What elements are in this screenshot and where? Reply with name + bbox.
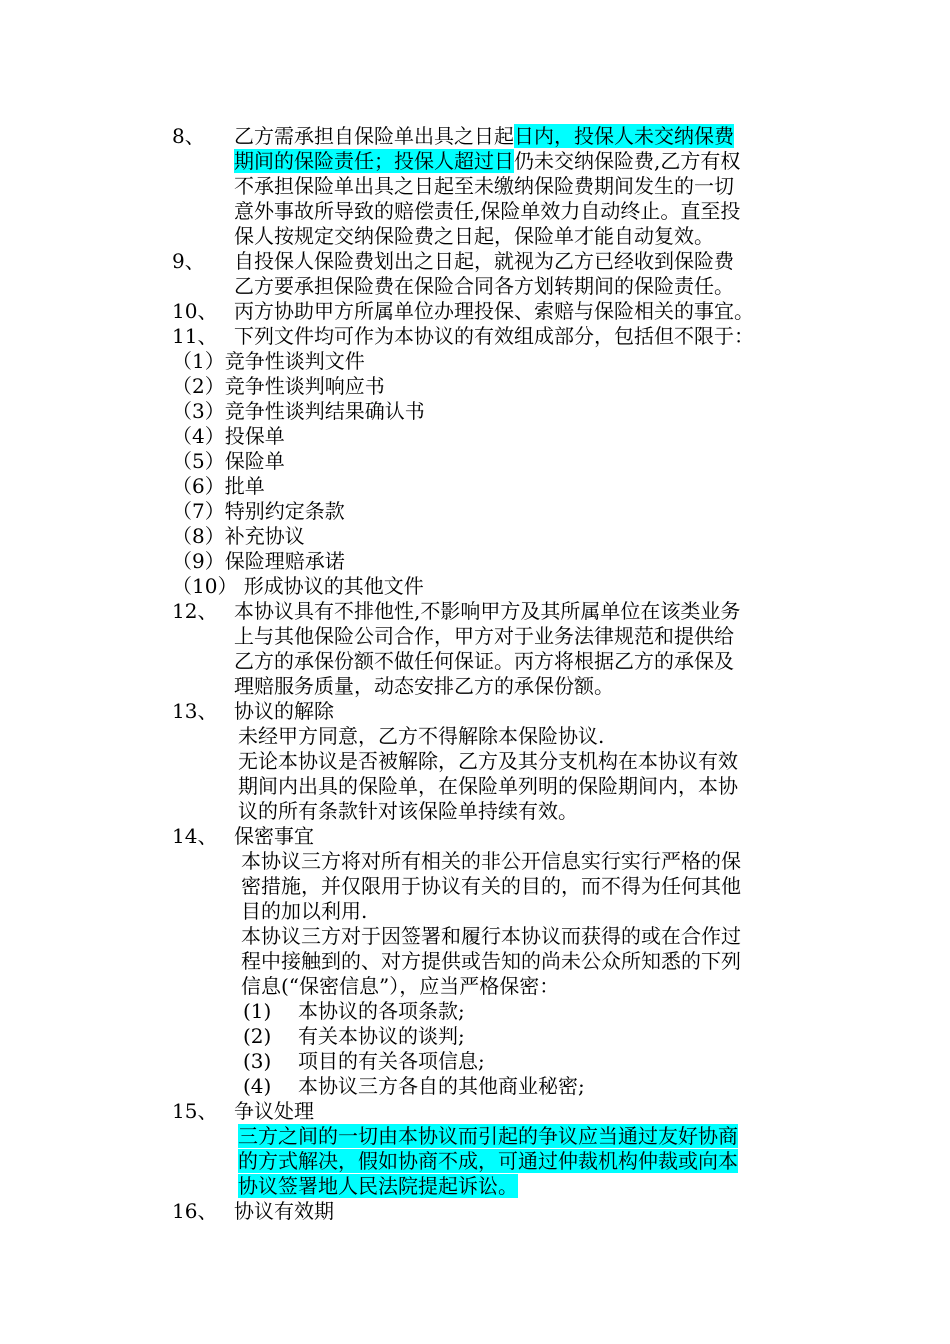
subitem-number: (1): [243, 999, 272, 1023]
list-item: （4）投保单: [172, 424, 285, 448]
list-item: （5）保险单: [172, 449, 285, 473]
subitem-text: 本协议三方各自的其他商业秘密;: [298, 1074, 585, 1098]
clause-line: 本协议三方对于因签署和履行本协议而获得的或在合作过: [241, 924, 741, 948]
clause-line: 乙方的承保份额不做任何保证。丙方将根据乙方的承保及: [234, 649, 734, 673]
highlighted-text: 协议签署地人民法院提起诉讼。: [238, 1174, 518, 1198]
clause-number: 14、: [172, 824, 218, 848]
clause-line: 未经甲方同意，乙方不得解除本保险协议.: [238, 724, 605, 748]
list-item: （3）竞争性谈判结果确认书: [172, 399, 425, 423]
subitem-number: (3): [243, 1049, 272, 1073]
clause-number: 15、: [172, 1099, 218, 1123]
clause-number: 13、: [172, 699, 218, 723]
clause-line: 理赔服务质量，动态安排乙方的承保份额。: [234, 674, 614, 698]
clause-line: 无论本协议是否被解除，乙方及其分支机构在本协议有效: [238, 749, 738, 773]
highlighted-text: 三方之间的一切由本协议而引起的争议应当通过友好协商: [238, 1124, 738, 1148]
subitem-number: (2): [243, 1024, 272, 1048]
clause-line: 本协议具有不排他性,不影响甲方及其所属单位在该类业务: [234, 599, 741, 623]
clause-line: 不承担保险单出具之日起至未缴纳保险费期间发生的一切: [234, 174, 734, 198]
clause-line: 议的所有条款针对该保险单持续有效。: [238, 799, 578, 823]
highlighted-text: 期间的保险责任；投保人超过日: [234, 149, 514, 173]
clause-line: 期间内出具的保险单，在保险单列明的保险期间内，本协: [238, 774, 738, 798]
list-item: （6）批单: [172, 474, 265, 498]
clause-title: 协议的解除: [234, 699, 334, 723]
clause-line: 保人按规定交纳保险费之日起，保险单才能自动复效。: [234, 224, 714, 248]
clause-line: 乙方要承担保险费在保险合同各方划转期间的保险责任。: [234, 274, 734, 298]
list-item: （1）竞争性谈判文件: [172, 349, 365, 373]
clause-number: 16、: [172, 1199, 218, 1223]
list-item: （7）特别约定条款: [172, 499, 345, 523]
subitem-text: 项目的有关各项信息;: [298, 1049, 485, 1073]
clause-line: [238, 1124, 738, 1149]
clause-line: 乙方需承担自保险单出具之日起日内，投保人未交纳保费: [234, 124, 734, 148]
clause-line: 下列文件均可作为本协议的有效组成部分，包括但不限于：: [234, 324, 754, 348]
clause-title: 协议有效期: [234, 1199, 334, 1223]
subitem-text: 有关本协议的谈判;: [298, 1024, 465, 1048]
clause-line: 目的加以利用.: [241, 899, 368, 923]
highlighted-text: 的方式解决，假如协商不成，可通过仲裁机构仲裁或向本: [238, 1149, 738, 1173]
clause-line: [238, 1149, 738, 1174]
clause-number: 8、: [172, 124, 205, 148]
clause-line: 程中接触到的、对方提供或告知的尚未公众所知悉的下列: [241, 949, 741, 973]
clause-title: 保密事宜: [234, 824, 314, 848]
clause-line: 期间的保险责任；投保人超过日仍未交纳保险费,乙方有权: [234, 149, 741, 173]
clause-line: 丙方协助甲方所属单位办理投保、索赔与保险相关的事宜。: [234, 299, 754, 323]
clause-number: 11、: [172, 324, 218, 348]
subitem-text: 本协议的各项条款;: [298, 999, 465, 1023]
clause-number: 9、: [172, 249, 205, 273]
clause-number: 12、: [172, 599, 218, 623]
list-item: （10） 形成协议的其他文件: [172, 574, 424, 598]
clause-line: 意外事故所导致的赔偿责任,保险单效力自动终止。直至投: [234, 199, 741, 223]
clause-line: [238, 1174, 518, 1199]
clause-title: 争议处理: [234, 1099, 314, 1123]
clause-line: 信息(“保密信息”），应当严格保密：: [241, 974, 560, 998]
clause-number: 10、: [172, 299, 218, 323]
clause-line: 密措施，并仅限用于协议有关的目的，而不得为任何其他: [241, 874, 741, 898]
list-item: （9）保险理赔承诺: [172, 549, 345, 573]
list-item: （2）竞争性谈判响应书: [172, 374, 385, 398]
clause-line: 上与其他保险公司合作，甲方对于业务法律规范和提供给: [234, 624, 734, 648]
clause-line: 本协议三方将对所有相关的非公开信息实行实行严格的保: [241, 849, 741, 873]
list-item: （8）补充协议: [172, 524, 305, 548]
subitem-number: (4): [243, 1074, 272, 1098]
highlighted-text: 日内，投保人未交纳保费: [514, 124, 734, 148]
clause-line: 自投保人保险费划出之日起，就视为乙方已经收到保险费: [234, 249, 734, 273]
